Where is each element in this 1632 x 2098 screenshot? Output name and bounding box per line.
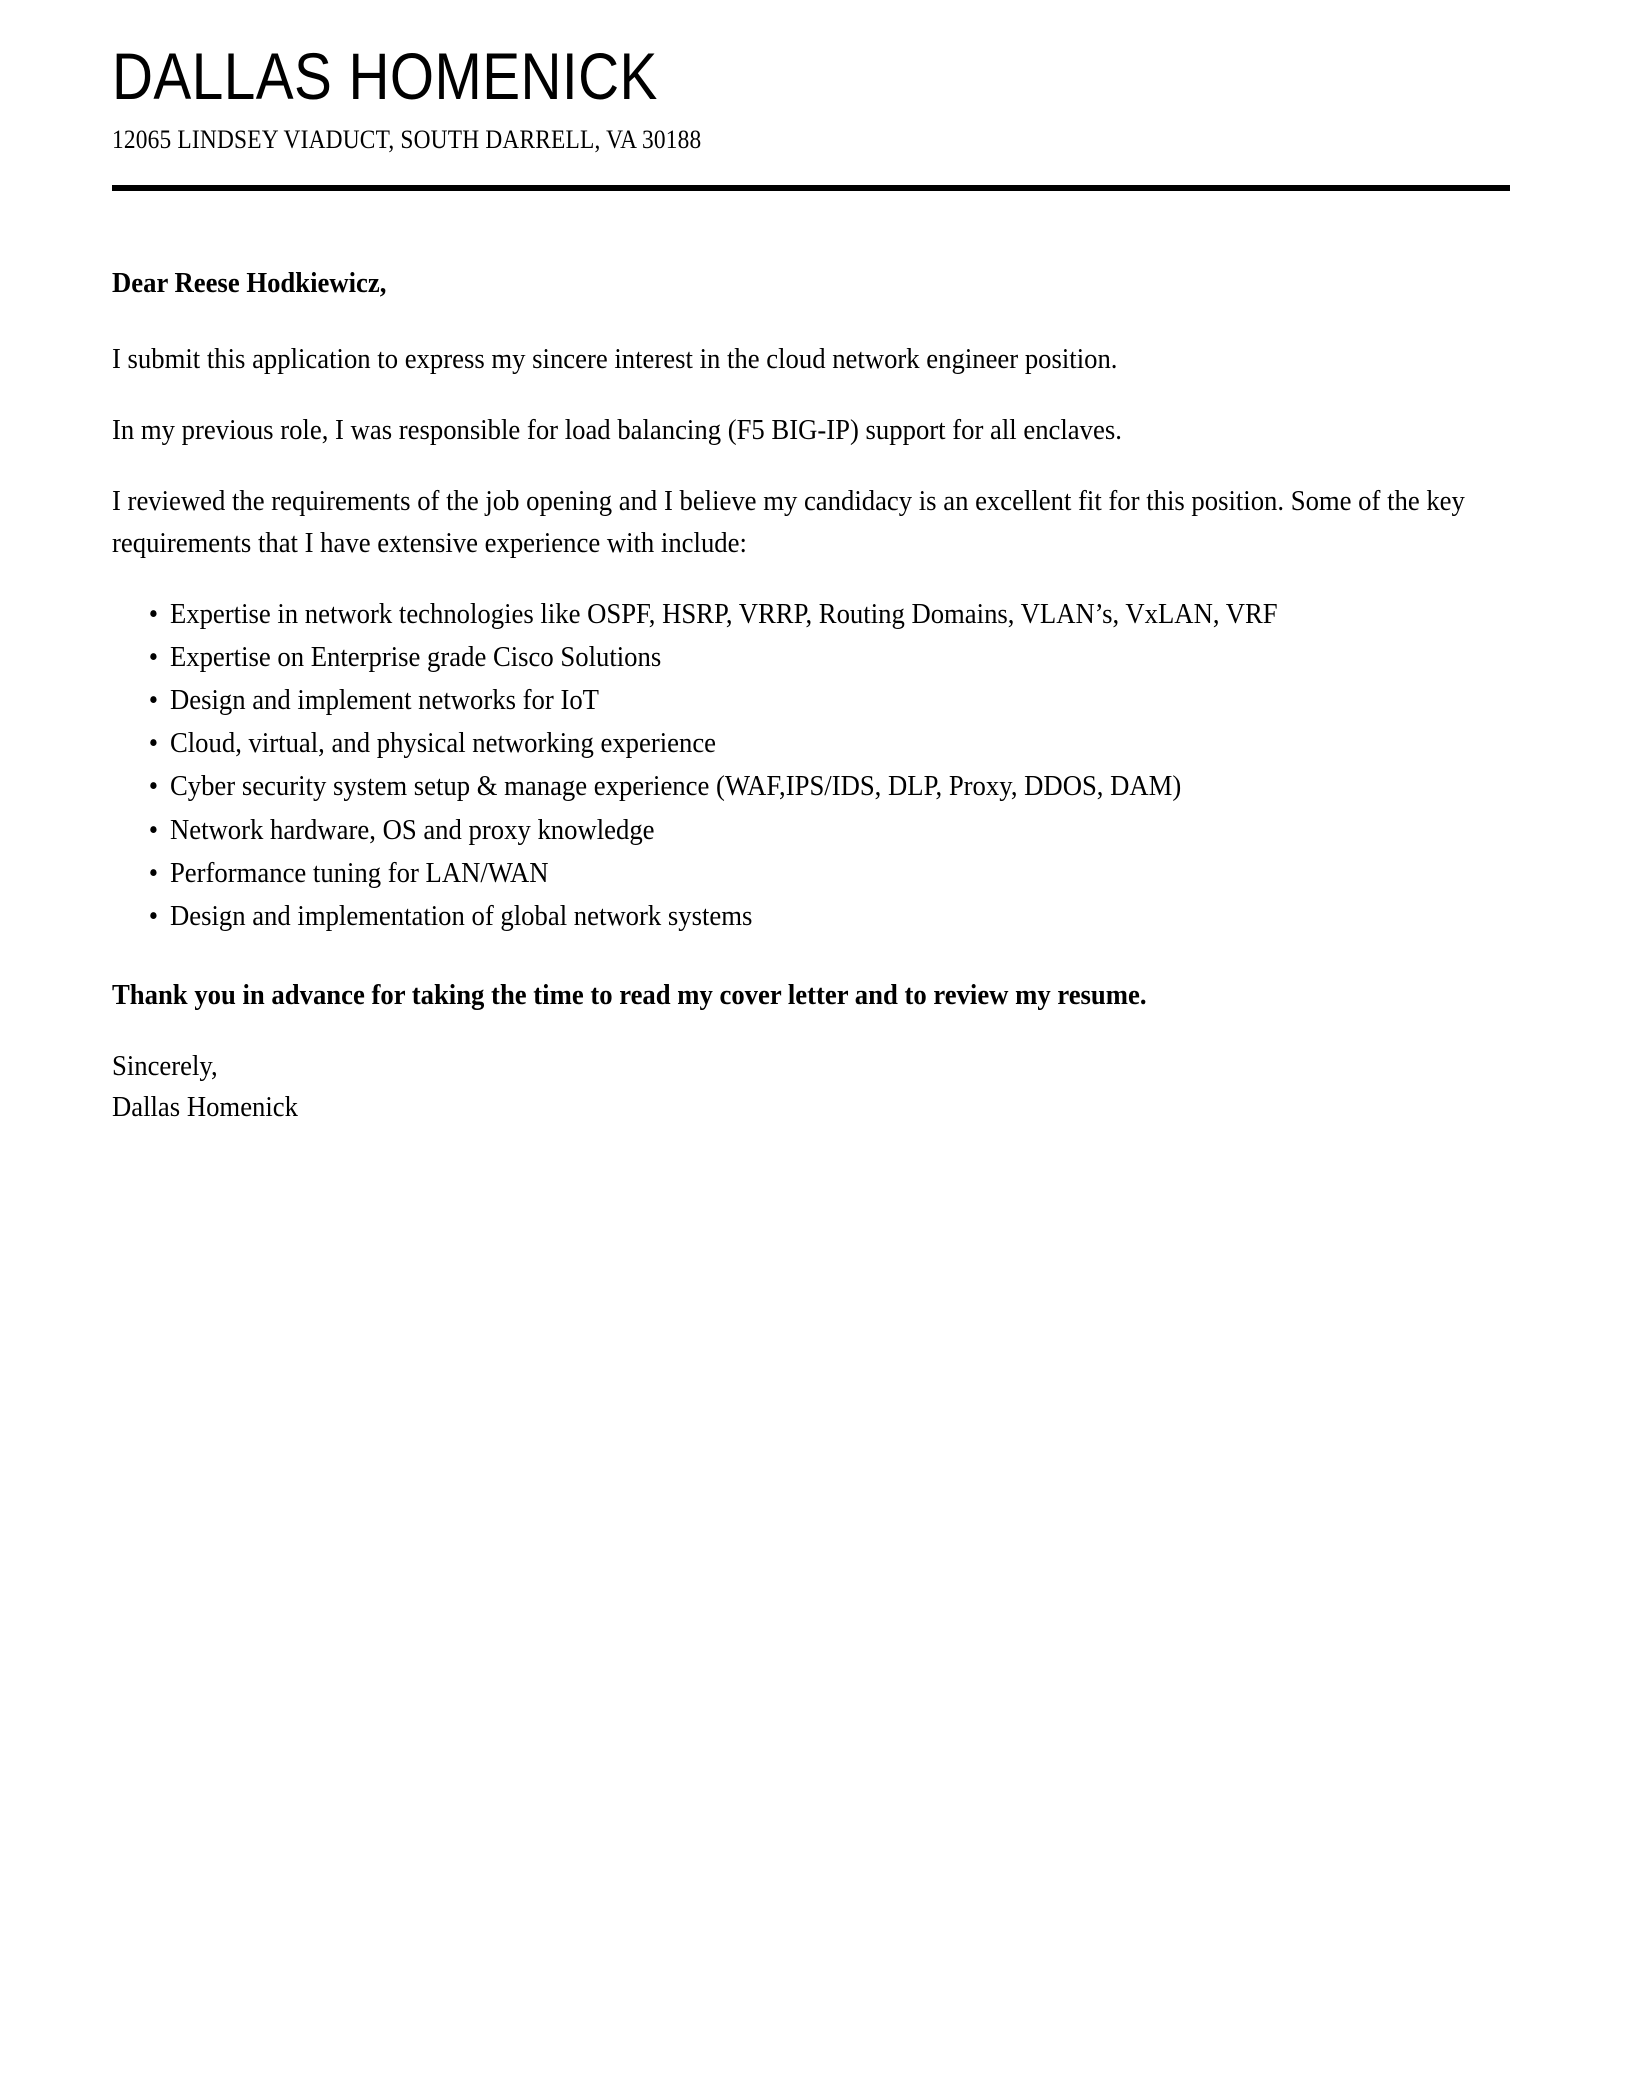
bullet-icon: •	[148, 684, 159, 717]
list-item-label: Expertise on Enterprise grade Cisco Solutions	[169, 640, 662, 673]
list-item-label: Design and implement networks for IoT	[169, 684, 599, 717]
list-item	[112, 896, 1510, 937]
list-item	[112, 637, 1510, 678]
list-item	[112, 766, 1510, 807]
paragraph-2: In my previous role, I was responsible for load balancing (F5 BIG-IP) support for all enclaves.	[112, 414, 1122, 447]
bullet-icon: •	[148, 770, 159, 803]
list-item-label: Performance tuning for LAN/WAN	[169, 856, 549, 889]
list-item	[112, 810, 1510, 851]
list-item	[112, 594, 1510, 635]
bullet-icon: •	[148, 727, 159, 760]
bullet-icon: •	[148, 640, 159, 673]
list-item-label: Expertise in network technologies like OSPF, HSRP, VRRP, Routing Domains, VLAN’s, VxLAN, VRF	[169, 597, 1278, 630]
page-title: DALLAS HOMENICK	[112, 39, 658, 113]
signature-block	[112, 1046, 1510, 1128]
closing-statement: Thank you in advance for taking the time to read my cover letter and to review my resume.	[112, 979, 1147, 1012]
list-item-label: Network hardware, OS and proxy knowledge	[169, 813, 655, 846]
bullet-icon: •	[148, 899, 159, 932]
paragraph-1: I submit this application to express my sincere interest in the cloud network engineer position.	[112, 342, 1118, 375]
list-item-label: Cloud, virtual, and physical networking experience	[169, 727, 717, 760]
paragraph-3: I reviewed the requirements of the job opening and I believe my candidacy is an excellent fit for this position. Some of the key requirements that I have extensive experience with include:	[112, 485, 1465, 559]
page-content	[112, 0, 1510, 1129]
sign-off: Sincerely,	[112, 1050, 218, 1083]
list-item-label: Cyber security system setup & manage experience (WAF,IPS/IDS, DLP, Proxy, DDOS, DAM)	[169, 770, 1182, 803]
salutation: Dear Reese Hodkiewicz,	[112, 267, 387, 300]
letterhead	[112, 0, 1510, 191]
list-item	[112, 680, 1510, 721]
bullet-icon: •	[148, 597, 159, 630]
qualifications-list	[112, 594, 1510, 937]
bullet-icon: •	[148, 813, 159, 846]
signature-name: Dallas Homenick	[112, 1091, 298, 1124]
list-item	[112, 723, 1510, 764]
list-item	[112, 853, 1510, 894]
header-divider	[112, 185, 1510, 191]
list-item-label: Design and implementation of global network systems	[169, 899, 753, 932]
letter-body	[112, 265, 1510, 1128]
bullet-icon: •	[148, 856, 159, 889]
address-line: 12065 LINDSEY VIADUCT, SOUTH DARRELL, VA 30188	[112, 125, 702, 155]
